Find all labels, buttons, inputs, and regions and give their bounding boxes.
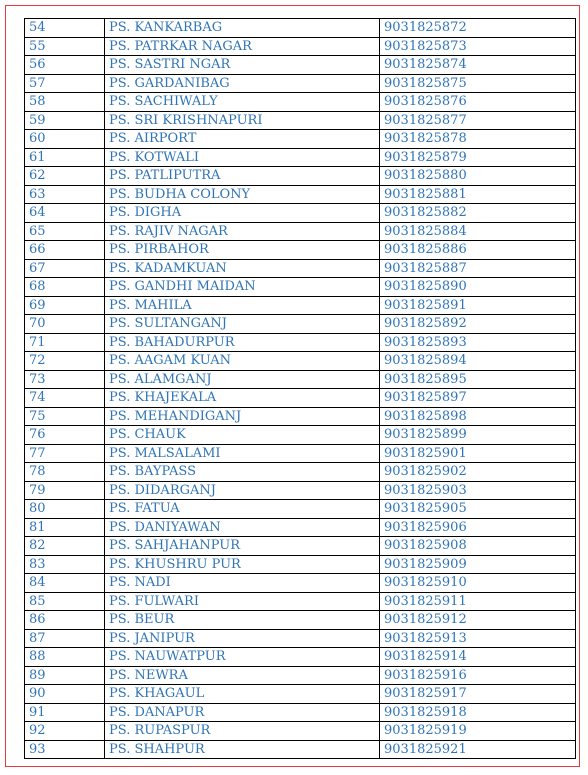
table-row	[25, 130, 576, 149]
station-name-cell: PS. CHAUK	[105, 426, 380, 445]
phone-number-cell: 9031825919	[380, 722, 576, 741]
table-row	[25, 185, 576, 204]
table-row	[25, 444, 576, 463]
table-row	[25, 426, 576, 445]
row-number-cell: 58	[25, 93, 105, 112]
table-row	[25, 93, 576, 112]
table-row	[25, 666, 576, 685]
row-number-cell: 82	[25, 537, 105, 556]
row-number-cell: 73	[25, 370, 105, 389]
station-name-cell: PS. DIGHA	[105, 204, 380, 223]
phone-number-cell: 9031825874	[380, 56, 576, 75]
phone-number-cell: 9031825903	[380, 481, 576, 500]
row-number-cell: 80	[25, 500, 105, 519]
phone-number-cell: 9031825918	[380, 703, 576, 722]
station-name-cell: PS. RAJIV NAGAR	[105, 222, 380, 241]
station-name-cell: PS. AAGAM KUAN	[105, 352, 380, 371]
phone-number-cell: 9031825892	[380, 315, 576, 334]
station-name-cell: PS. GANDHI MAIDAN	[105, 278, 380, 297]
station-name-cell: PS. BAHADURPUR	[105, 333, 380, 352]
station-name-cell: PS. SHAHPUR	[105, 740, 380, 759]
station-name-cell: PS. SRI KRISHNAPURI	[105, 111, 380, 130]
row-number-cell: 84	[25, 574, 105, 593]
row-number-cell: 75	[25, 407, 105, 426]
row-number-cell: 64	[25, 204, 105, 223]
phone-number-cell: 9031825875	[380, 74, 576, 93]
table-body	[25, 19, 576, 759]
row-number-cell: 65	[25, 222, 105, 241]
row-number-cell: 72	[25, 352, 105, 371]
station-name-cell: PS. KADAMKUAN	[105, 259, 380, 278]
table-row	[25, 740, 576, 759]
row-number-cell: 62	[25, 167, 105, 186]
row-number-cell: 83	[25, 555, 105, 574]
phone-number-cell: 9031825921	[380, 740, 576, 759]
phone-number-cell: 9031825914	[380, 648, 576, 667]
row-number-cell: 78	[25, 463, 105, 482]
table-row	[25, 278, 576, 297]
phone-number-cell: 9031825879	[380, 148, 576, 167]
station-name-cell: PS. BUDHA COLONY	[105, 185, 380, 204]
station-name-cell: PS. KANKARBAG	[105, 19, 380, 38]
table-row	[25, 685, 576, 704]
phone-number-cell: 9031825910	[380, 574, 576, 593]
station-name-cell: PS. MAHILA	[105, 296, 380, 315]
phone-number-cell: 9031825886	[380, 241, 576, 260]
station-name-cell: PS. SULTANGANJ	[105, 315, 380, 334]
station-name-cell: PS. BAYPASS	[105, 463, 380, 482]
table-row	[25, 611, 576, 630]
row-number-cell: 68	[25, 278, 105, 297]
phone-number-cell: 9031825884	[380, 222, 576, 241]
row-number-cell: 60	[25, 130, 105, 149]
phone-number-cell: 9031825897	[380, 389, 576, 408]
row-number-cell: 93	[25, 740, 105, 759]
table-row	[25, 518, 576, 537]
row-number-cell: 89	[25, 666, 105, 685]
table-row	[25, 703, 576, 722]
phone-number-cell: 9031825908	[380, 537, 576, 556]
station-name-cell: PS. RUPASPUR	[105, 722, 380, 741]
table-row	[25, 37, 576, 56]
table-row	[25, 222, 576, 241]
table-row	[25, 500, 576, 519]
phone-number-cell: 9031825906	[380, 518, 576, 537]
table-row	[25, 241, 576, 260]
phone-number-cell: 9031825887	[380, 259, 576, 278]
phone-number-cell: 9031825881	[380, 185, 576, 204]
table-row	[25, 574, 576, 593]
phone-number-cell: 9031825917	[380, 685, 576, 704]
row-number-cell: 87	[25, 629, 105, 648]
table-row	[25, 537, 576, 556]
row-number-cell: 61	[25, 148, 105, 167]
row-number-cell: 69	[25, 296, 105, 315]
station-name-cell: PS. NADI	[105, 574, 380, 593]
phone-number-cell: 9031825895	[380, 370, 576, 389]
station-name-cell: PS. PATRKAR NAGAR	[105, 37, 380, 56]
phone-number-cell: 9031825898	[380, 407, 576, 426]
phone-number-cell: 9031825894	[380, 352, 576, 371]
row-number-cell: 76	[25, 426, 105, 445]
station-name-cell: PS. KOTWALI	[105, 148, 380, 167]
table-row	[25, 111, 576, 130]
row-number-cell: 67	[25, 259, 105, 278]
table-row	[25, 481, 576, 500]
row-number-cell: 86	[25, 611, 105, 630]
phone-number-cell: 9031825901	[380, 444, 576, 463]
phone-number-cell: 9031825905	[380, 500, 576, 519]
station-name-cell: PS. ALAMGANJ	[105, 370, 380, 389]
station-name-cell: PS. DIDARGANJ	[105, 481, 380, 500]
phone-number-cell: 9031825909	[380, 555, 576, 574]
station-name-cell: PS. KHAGAUL	[105, 685, 380, 704]
station-name-cell: PS. FATUA	[105, 500, 380, 519]
table-row	[25, 333, 576, 352]
station-name-cell: PS. MALSALAMI	[105, 444, 380, 463]
phone-number-cell: 9031825873	[380, 37, 576, 56]
station-name-cell: PS. NEWRA	[105, 666, 380, 685]
phone-number-cell: 9031825890	[380, 278, 576, 297]
row-number-cell: 56	[25, 56, 105, 75]
table-row	[25, 19, 576, 38]
table-row	[25, 648, 576, 667]
table-row	[25, 389, 576, 408]
row-number-cell: 91	[25, 703, 105, 722]
phone-number-cell: 9031825876	[380, 93, 576, 112]
phone-number-cell: 9031825893	[380, 333, 576, 352]
table-row	[25, 407, 576, 426]
station-name-cell: PS. NAUWATPUR	[105, 648, 380, 667]
table-row	[25, 352, 576, 371]
row-number-cell: 88	[25, 648, 105, 667]
phone-number-cell: 9031825882	[380, 204, 576, 223]
table-row	[25, 148, 576, 167]
table-row	[25, 370, 576, 389]
table-row	[25, 629, 576, 648]
row-number-cell: 66	[25, 241, 105, 260]
phone-number-cell: 9031825880	[380, 167, 576, 186]
station-name-cell: PS. BEUR	[105, 611, 380, 630]
row-number-cell: 57	[25, 74, 105, 93]
station-name-cell: PS. FULWARI	[105, 592, 380, 611]
phone-number-cell: 9031825872	[380, 19, 576, 38]
row-number-cell: 74	[25, 389, 105, 408]
station-name-cell: PS. GARDANIBAG	[105, 74, 380, 93]
row-number-cell: 79	[25, 481, 105, 500]
station-name-cell: PS. AIRPORT	[105, 130, 380, 149]
row-number-cell: 70	[25, 315, 105, 334]
table-row	[25, 315, 576, 334]
station-name-cell: PS. KHUSHRU PUR	[105, 555, 380, 574]
row-number-cell: 77	[25, 444, 105, 463]
table-row	[25, 555, 576, 574]
table-row	[25, 204, 576, 223]
table-row	[25, 296, 576, 315]
station-name-cell: PS. MEHANDIGANJ	[105, 407, 380, 426]
table-row	[25, 259, 576, 278]
police-station-directory-table	[24, 18, 576, 759]
station-name-cell: PS. KHAJEKALA	[105, 389, 380, 408]
table-row	[25, 74, 576, 93]
station-name-cell: PS. PIRBAHOR	[105, 241, 380, 260]
table-row	[25, 592, 576, 611]
table-row	[25, 463, 576, 482]
phone-number-cell: 9031825902	[380, 463, 576, 482]
phone-number-cell: 9031825913	[380, 629, 576, 648]
row-number-cell: 55	[25, 37, 105, 56]
row-number-cell: 59	[25, 111, 105, 130]
row-number-cell: 90	[25, 685, 105, 704]
table-row	[25, 167, 576, 186]
phone-number-cell: 9031825912	[380, 611, 576, 630]
phone-number-cell: 9031825899	[380, 426, 576, 445]
phone-number-cell: 9031825877	[380, 111, 576, 130]
station-name-cell: PS. PATLIPUTRA	[105, 167, 380, 186]
row-number-cell: 71	[25, 333, 105, 352]
station-name-cell: PS. DANIYAWAN	[105, 518, 380, 537]
row-number-cell: 92	[25, 722, 105, 741]
phone-number-cell: 9031825878	[380, 130, 576, 149]
phone-number-cell: 9031825911	[380, 592, 576, 611]
station-name-cell: PS. DANAPUR	[105, 703, 380, 722]
station-name-cell: PS. JANIPUR	[105, 629, 380, 648]
table-row	[25, 722, 576, 741]
row-number-cell: 63	[25, 185, 105, 204]
phone-number-cell: 9031825916	[380, 666, 576, 685]
row-number-cell: 85	[25, 592, 105, 611]
table-row	[25, 56, 576, 75]
phone-number-cell: 9031825891	[380, 296, 576, 315]
row-number-cell: 54	[25, 19, 105, 38]
station-name-cell: PS. SACHIWALY	[105, 93, 380, 112]
station-name-cell: PS. SASTRI NGAR	[105, 56, 380, 75]
station-name-cell: PS. SAHJAHANPUR	[105, 537, 380, 556]
row-number-cell: 81	[25, 518, 105, 537]
